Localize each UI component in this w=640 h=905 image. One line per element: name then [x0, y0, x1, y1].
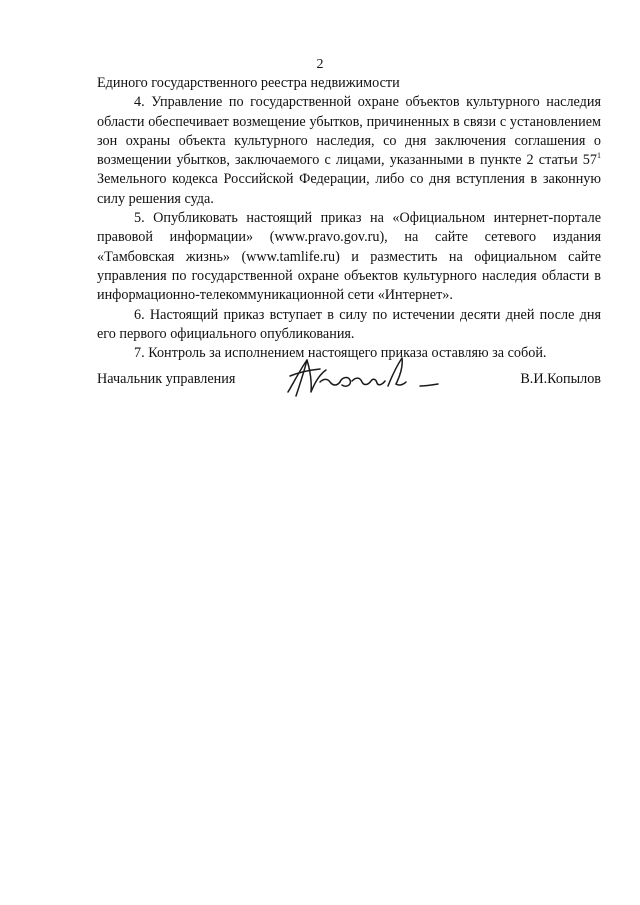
- signer-name: В.И.Копылов: [520, 371, 601, 387]
- document-body: [97, 74, 601, 363]
- paragraph-4-text: 4. Управление по государственной охране объектов культурного наследия области обеспечивает возмещение убытков, причиненных в связи с установлением зон охраны объекта культурного наследия, со дня заключения соглашения о возмещении убытков, заключаемого с лицами, указанными в пункте 2 статьи 57: [97, 94, 601, 169]
- signature-block: [97, 352, 601, 404]
- paragraph-4: [97, 93, 601, 209]
- paragraph-4-superscript: 1: [597, 151, 601, 161]
- paragraph-5: 5. Опубликовать настоящий приказ на «Официальном интернет-портале правовой информации» (www.pravo.gov.ru), на сайте сетевого издания «Тамбовская жизнь» (www.tamlife.ru) и разместить на официальном сайте управления по государственной охране объектов культурного наследия области в информационно-телекоммуникационной сети «Интернет».: [97, 210, 601, 304]
- signer-title: Начальник управления: [97, 371, 236, 387]
- page-number: 2: [316, 57, 324, 72]
- handwritten-signature: [280, 352, 450, 400]
- paragraph-4-text-end: Земельного кодекса Российской Федерации, либо со дня вступления в законную силу решения суда.: [97, 171, 601, 207]
- paragraph-continuation: Единого государственного реестра недвижимости: [97, 75, 400, 91]
- paragraph-6: 6. Настоящий приказ вступает в силу по истечении десяти дней после дня его первого официального опубликования.: [97, 306, 601, 342]
- paragraph-7: 7. Контроль за исполнением настоящего приказа оставляю за собой.: [134, 345, 547, 362]
